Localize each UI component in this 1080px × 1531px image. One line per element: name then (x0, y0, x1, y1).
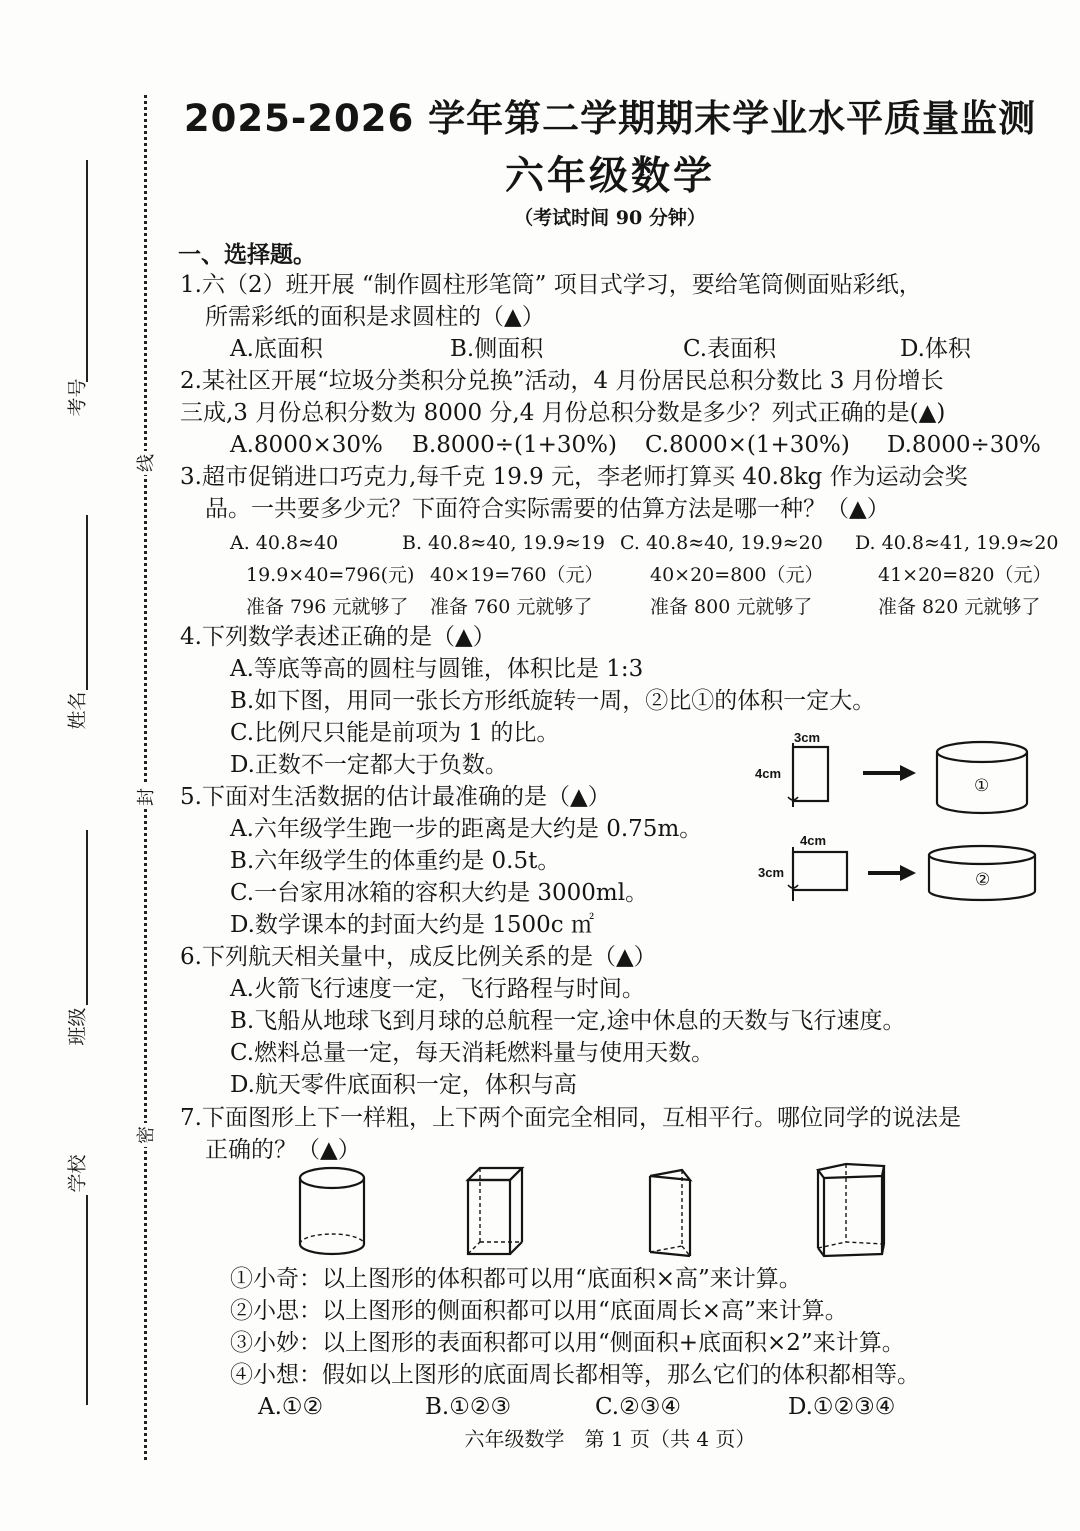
class-line[interactable] (86, 830, 88, 1005)
top-rect-height-label: 4cm (755, 766, 782, 781)
q1-option-c[interactable]: C.表面积 (683, 336, 777, 362)
rectangular-prism-solid (468, 1168, 522, 1254)
q1-option-d[interactable]: D.体积 (900, 336, 971, 362)
class-label: 班级 (66, 1007, 89, 1046)
q1-stem-line1: 1.六（2）班开展 “制作圆柱形笔筒” 项目式学习，要给笔筒侧面贴彩纸， (180, 272, 922, 298)
q7-option-d[interactable]: D.①②③④ (788, 1394, 896, 1420)
q6-option-b[interactable]: B.飞船从地球飞到月球的总航程一定,途中休息的天数与飞行速度。 (230, 1008, 906, 1034)
q3-option-b-line2: 40×19=760（元） (430, 564, 604, 586)
bottom-arrow-icon (900, 865, 916, 881)
q7-statement-1: ①小奇：以上图形的体积都可以用“底面积×高”来计算。 (230, 1266, 802, 1292)
q4-option-c[interactable]: C.比例尺只能是前项为 1 的比。 (230, 720, 560, 746)
q3-option-d-line3: 准备 820 元就够了 (878, 596, 1041, 618)
top-rectangle (793, 747, 828, 801)
q3-option-a-line2: 19.9×40=796(元) (246, 564, 415, 586)
school-line[interactable] (86, 1195, 88, 1405)
binding-dotted-line (144, 95, 147, 1460)
q2-option-a[interactable]: A.8000×30% (230, 432, 383, 458)
name-line[interactable] (86, 515, 88, 690)
q7-stem-line2: 正确的？（▲） (205, 1137, 361, 1163)
q4-stem: 4.下列数学表述正确的是（▲） (180, 624, 496, 650)
q2-option-d[interactable]: D.8000÷30% (887, 432, 1041, 458)
bottom-rect-width-label: 4cm (800, 833, 827, 848)
q5-option-a[interactable]: A.六年级学生跑一步的距离是大约是 0.75m。 (230, 816, 703, 842)
q1-option-b[interactable]: B.侧面积 (450, 336, 544, 362)
cylinder-solid (300, 1168, 364, 1254)
subject-title: 六年级数学 (504, 154, 715, 199)
q7-option-c[interactable]: C.②③④ (595, 1394, 681, 1420)
bottom-rectangle (793, 852, 847, 890)
q1-stem-line2: 所需彩纸的面积是求圆柱的（▲） (205, 304, 545, 330)
cylinder-2-top (929, 846, 1035, 864)
q7-statement-4: ④小想：假如以上图形的底面周长都相等，那么它们的体积都相等。 (230, 1362, 920, 1388)
q2-stem-line1: 2.某社区开展“垃圾分类积分兑换”活动，4 月份居民总积分数比 3 月份增长 (180, 368, 944, 394)
q4-option-d[interactable]: D.正数不一定都大于负数。 (230, 752, 508, 778)
q2-option-b[interactable]: B.8000÷(1+30%) (412, 432, 617, 458)
rotation-figure (750, 725, 1050, 910)
q7-statement-3: ③小妙：以上图形的表面积都可以用“侧面积+底面积×2”来计算。 (230, 1330, 905, 1356)
name-label: 姓名 (66, 691, 89, 730)
q5-option-b[interactable]: B.六年级学生的体重约是 0.5t。 (230, 848, 561, 874)
cylinder-1-top (937, 742, 1027, 762)
section-title: 一、选择题。 (178, 242, 316, 268)
top-rect-width-label: 3cm (794, 730, 821, 745)
pentagonal-prism-solid (818, 1164, 884, 1256)
cylinder-1-label: ① (974, 776, 990, 795)
q7-statement-2: ②小思：以上图形的侧面积都可以用“底面周长×高”来计算。 (230, 1298, 848, 1324)
top-arrow-icon (900, 765, 916, 781)
q3-stem-line1: 3.超市促销进口巧克力,每千克 19.9 元，李老师打算买 40.8kg 作为运动会奖 (180, 464, 968, 490)
q3-option-d-line2: 41×20=820（元） (878, 564, 1052, 586)
cylinder-2-bottom (929, 891, 1035, 900)
q4-option-a[interactable]: A.等底等高的圆柱与圆锥，体积比是 1:3 (230, 656, 644, 682)
q5-stem: 5.下面对生活数据的估计最准确的是（▲） (180, 784, 611, 810)
q1-option-a[interactable]: A.底面积 (230, 336, 323, 362)
q3-option-b-line3: 准备 760 元就够了 (430, 596, 593, 618)
q7-stem-line1: 7.下面图形上下一样粗，上下两个面完全相同，互相平行。哪位同学的说法是 (180, 1105, 961, 1131)
q3-option-a-line1[interactable]: A. 40.8≈40 (230, 532, 339, 554)
school-label: 学校 (66, 1154, 89, 1193)
q4-option-b[interactable]: B.如下图，用同一张长方形纸旋转一周，②比①的体积一定大。 (230, 688, 876, 714)
q7-option-a[interactable]: A.①② (258, 1394, 324, 1420)
q3-option-d-line1[interactable]: D. 40.8≈41, 19.9≈20 (855, 532, 1059, 554)
q2-stem-line2: 三成,3 月份总积分数为 8000 分,4 月份总积分数是多少？列式正确的是(▲) (180, 400, 946, 426)
exam-number-label: 考号 (66, 378, 89, 417)
q6-option-a[interactable]: A.火箭飞行速度一定，飞行路程与时间。 (230, 976, 645, 1002)
cylinder-2-label: ② (975, 870, 991, 889)
q5-option-d[interactable]: D.数学课本的封面大约是 1500c ㎡ (230, 912, 594, 938)
solids-figure (290, 1160, 910, 1265)
q3-option-c-line3: 准备 800 元就够了 (650, 596, 813, 618)
triangular-prism-solid (650, 1170, 690, 1256)
q6-option-c[interactable]: C.燃料总量一定，每天消耗燃料量与使用天数。 (230, 1040, 715, 1066)
binding-char-xian: 线 (136, 451, 158, 475)
q6-option-d[interactable]: D.航天零件底面积一定，体积与高 (230, 1072, 577, 1098)
q2-option-c[interactable]: C.8000×(1+30%) (645, 432, 850, 458)
cylinder-1-bottom (937, 803, 1027, 813)
q3-option-a-line3: 准备 796 元就够了 (246, 596, 409, 618)
exam-number-line[interactable] (86, 160, 88, 382)
exam-title: 2025-2026 学年第二学期期末学业水平质量监测 (183, 97, 1037, 140)
time-note: （考试时间 90 分钟） (514, 207, 706, 229)
bottom-rect-height-label: 3cm (758, 865, 785, 880)
binding-char-mi: 密 (136, 1123, 158, 1147)
q6-stem: 6.下列航天相关量中，成反比例关系的是（▲） (180, 944, 657, 970)
q5-option-c[interactable]: C.一台家用冰箱的容积大约是 3000ml。 (230, 880, 649, 906)
binding-char-feng: 封 (136, 785, 158, 809)
q3-option-c-line1[interactable]: C. 40.8≈40, 19.9≈20 (620, 532, 823, 554)
q3-option-b-line1[interactable]: B. 40.8≈40, 19.9≈19 (402, 532, 605, 554)
q3-option-c-line2: 40×20=800（元） (650, 564, 824, 586)
q3-stem-line2: 品。一共要多少元？下面符合实际需要的估算方法是哪一种？（▲） (205, 496, 890, 522)
page-footer: 六年级数学 第 1 页（共 4 页） (464, 1427, 756, 1451)
q7-option-b[interactable]: B.①②③ (425, 1394, 512, 1420)
